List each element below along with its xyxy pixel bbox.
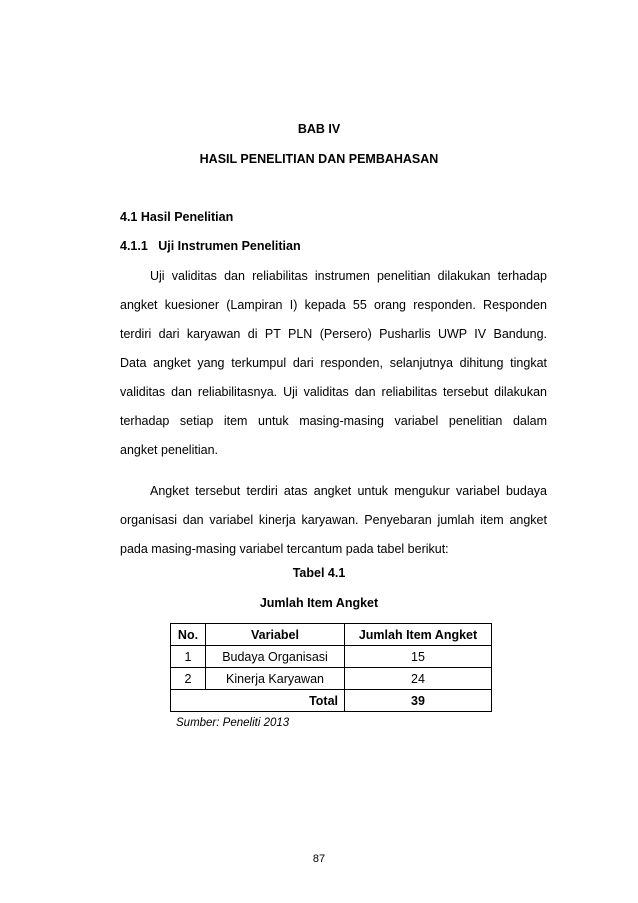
table-caption-title: Jumlah Item Angket — [259, 596, 379, 610]
cell-no: 2 — [171, 668, 206, 690]
table-caption-number: Tabel 4.1 — [292, 566, 346, 580]
cell-jumlah: 15 — [345, 646, 492, 668]
header-variabel: Variabel — [206, 624, 345, 646]
chapter-number: BAB IV — [297, 122, 341, 136]
page-number: 87 — [312, 853, 326, 865]
paragraph-1-line: validitas dan reliabilitasnya. Uji validitas dan reliabilitas tersebut dilakukan — [120, 385, 547, 399]
cell-no: 1 — [171, 646, 206, 668]
table-header-row — [171, 624, 492, 646]
cell-jumlah: 24 — [345, 668, 492, 690]
paragraph-1-line: angket penelitian. — [120, 443, 218, 457]
paragraph-1-line: Data angket yang terkumpul dari responden, selanjutnya dihitung tingkat — [120, 356, 547, 370]
item-count-table — [170, 623, 492, 712]
table-row — [171, 668, 492, 690]
table-row — [171, 646, 492, 668]
subsection-heading: 4.1.1 Uji Instrumen Penelitian — [120, 239, 301, 253]
table-source: Sumber: Peneliti 2013 — [176, 717, 290, 729]
cell-variabel: Budaya Organisasi — [206, 646, 345, 668]
chapter-title: HASIL PENELITIAN DAN PEMBAHASAN — [199, 152, 439, 166]
total-value: 39 — [345, 690, 492, 712]
paragraph-1-line: terdiri dari karyawan di PT PLN (Persero) Pusharlis UWP IV Bandung. — [120, 327, 547, 341]
header-jumlah: Jumlah Item Angket — [345, 624, 492, 646]
paragraph-1-line: Uji validitas dan reliabilitas instrumen penelitian dilakukan terhadap — [150, 269, 547, 283]
paragraph-2-line: organisasi dan variabel kinerja karyawan. Penyebaran jumlah item angket — [120, 513, 547, 527]
paragraph-1-line: angket kuesioner (Lampiran I) kepada 55 orang responden. Responden — [120, 298, 547, 312]
paragraph-2-line: Angket tersebut terdiri atas angket untuk mengukur variabel budaya — [150, 484, 547, 498]
paragraph-1 — [120, 262, 547, 465]
section-heading: 4.1 Hasil Penelitian — [120, 210, 234, 224]
total-label: Total — [171, 690, 345, 712]
paragraph-1-line: terhadap setiap item untuk masing-masing variabel penelitian dalam — [120, 414, 547, 428]
table-total-row — [171, 690, 492, 712]
cell-variabel: Kinerja Karyawan — [206, 668, 345, 690]
paragraph-2-line: pada masing-masing variabel tercantum pada tabel berikut: — [120, 542, 449, 556]
header-no: No. — [171, 624, 206, 646]
paragraph-2 — [120, 477, 547, 564]
